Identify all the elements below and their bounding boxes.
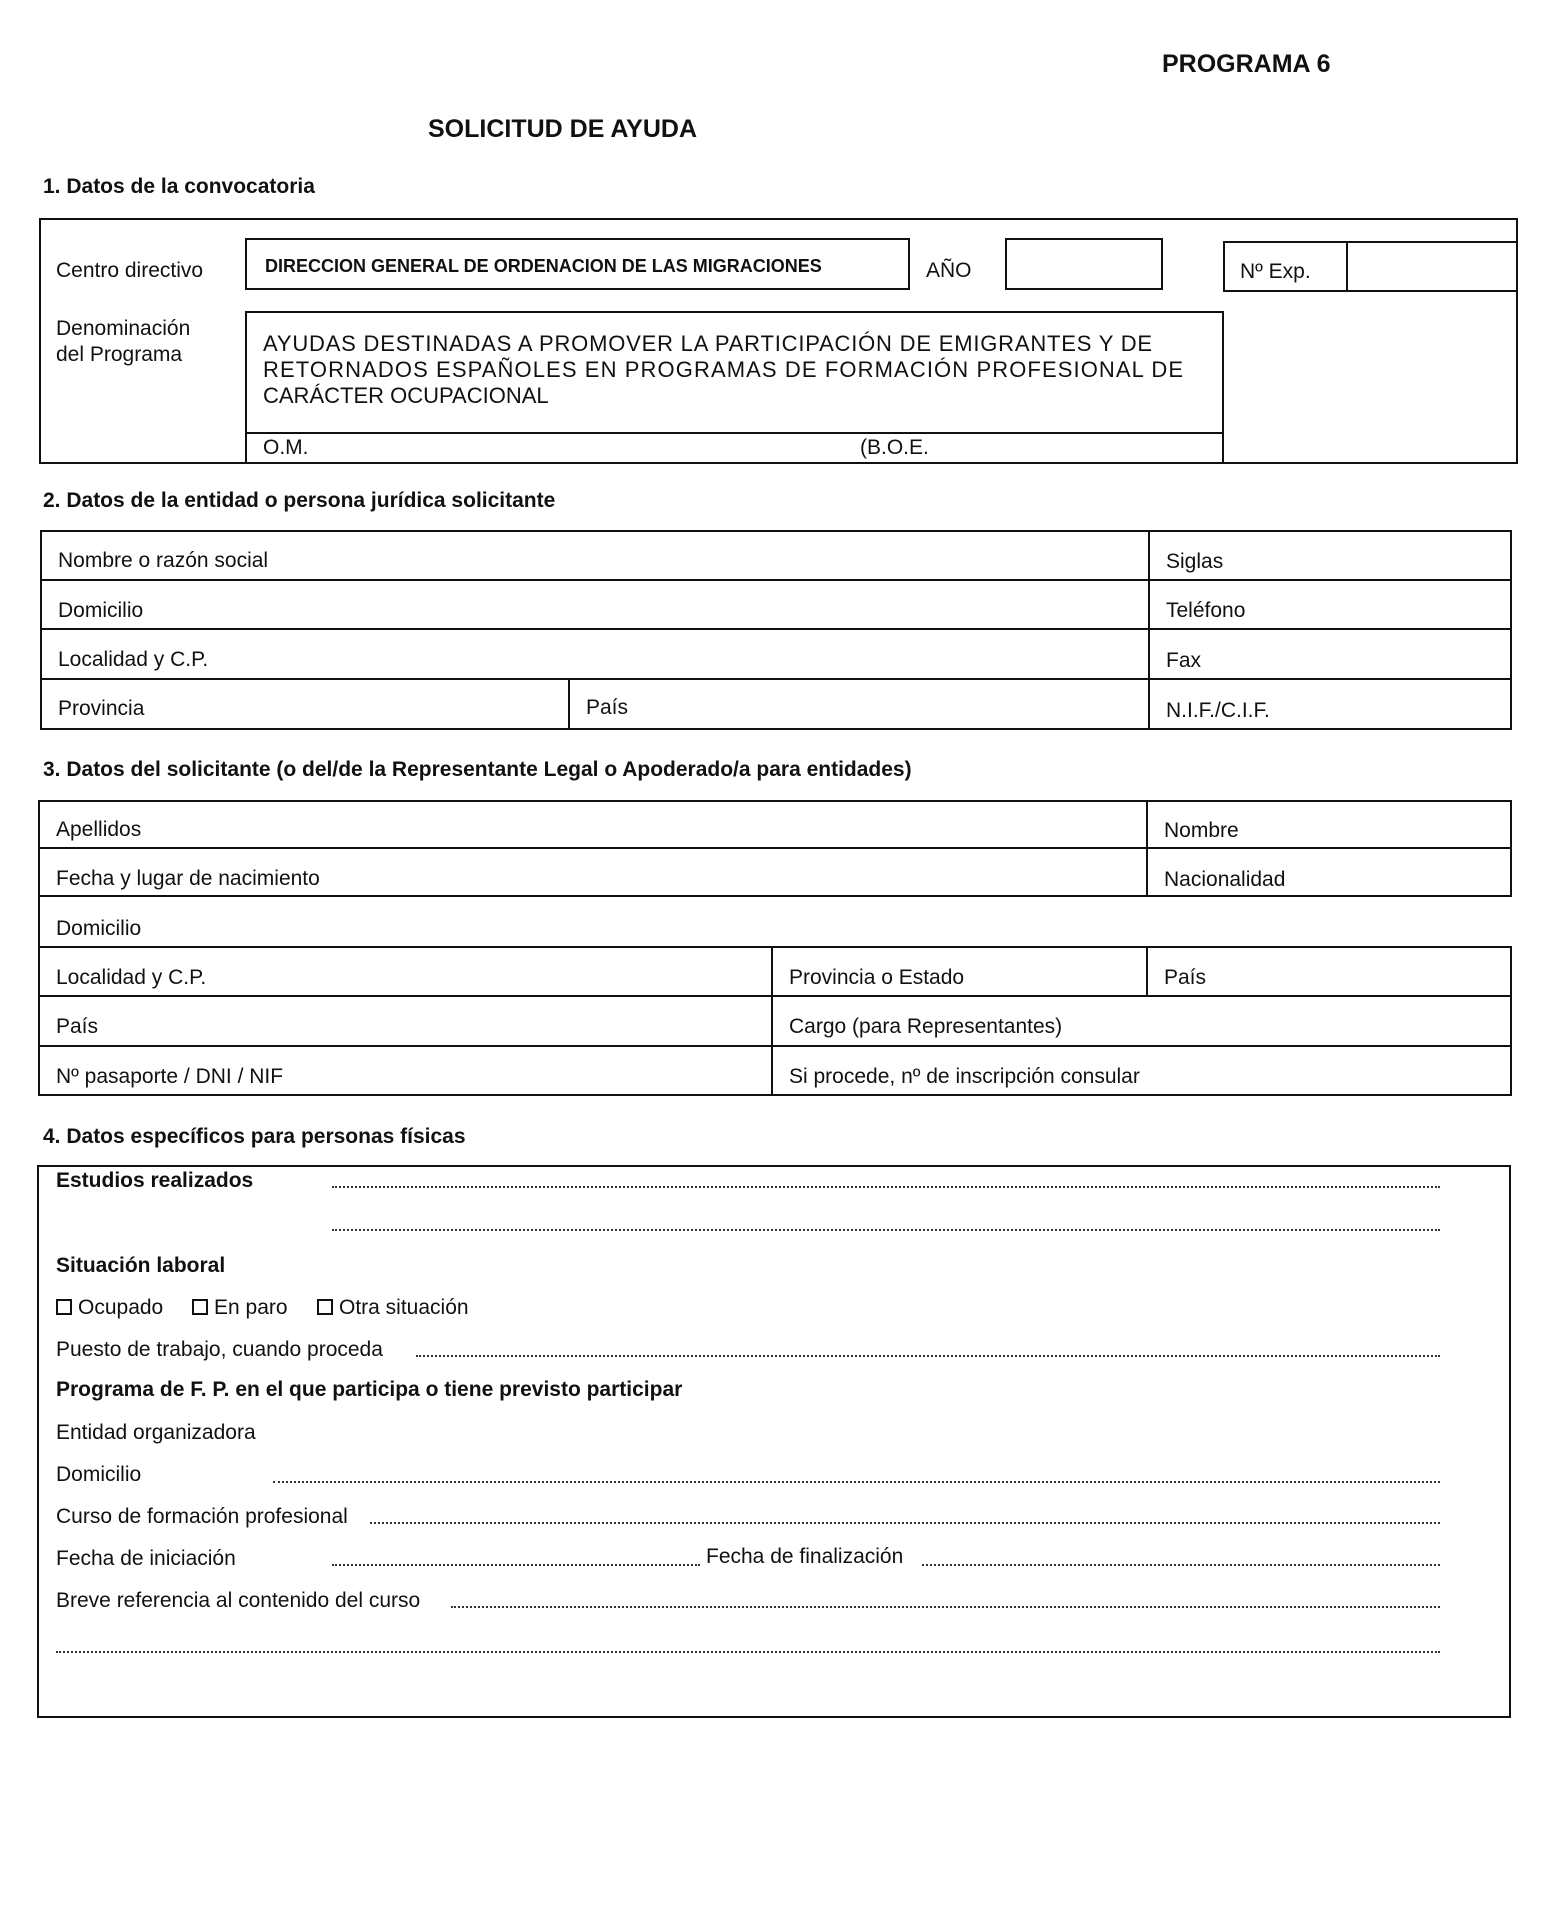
domicilio-entidad-field[interactable]: Domicilio [58,599,144,622]
page-title: SOLICITUD DE AYUDA [428,115,698,143]
estudios-line-1[interactable] [332,1186,1440,1188]
fecha-iniciacion-line[interactable] [332,1564,700,1566]
siglas-field[interactable]: Siglas [1166,550,1224,573]
estudios-line-2[interactable] [332,1229,1440,1231]
pais-solicitante-right-field[interactable]: País [1164,966,1207,989]
curso-fp-line[interactable] [370,1522,1440,1524]
programa-fp-label: Programa de F. P. en el que participa o tiene previsto participar [56,1378,683,1401]
s3-row-line-1 [38,847,1512,849]
denominacion-label-1: Denominación [56,317,191,340]
checkbox-en-paro[interactable] [192,1299,208,1315]
denominacion-line-1-text: AYUDAS DESTINADAS A PROMOVER LA PARTICIPACIÓN DE EMIGRANTES Y DE [263,331,1153,356]
domicilio-solicitante-field[interactable]: Domicilio [56,917,142,940]
exp-label: Nº Exp. [1240,260,1311,283]
localidad-solicitante-field[interactable]: Localidad y C.P. [56,966,207,989]
puesto-trabajo-label: Puesto de trabajo, cuando proceda [56,1338,383,1361]
nombre-field[interactable]: Nombre [1164,819,1239,842]
puesto-trabajo-line[interactable] [416,1355,1440,1357]
fax-field[interactable]: Fax [1166,649,1202,672]
s2-row-line-1 [40,579,1512,581]
fecha-finalizacion-label: Fecha de finalización [706,1545,904,1568]
s3-domicilio-left [38,895,40,947]
exp-field[interactable] [1350,243,1515,289]
nombre-razon-social-field[interactable]: Nombre o razón social [58,549,269,572]
denominacion-line-2-text: RETORNADOS ESPAÑOLES EN PROGRAMAS DE FORMACIÓN PROFESIONAL DE [263,357,1185,382]
checkbox-otra-situacion[interactable] [317,1299,333,1315]
centro-directivo-value: DIRECCION GENERAL DE ORDENACION DE LAS MIGRACIONES [265,256,822,276]
fecha-iniciacion-label: Fecha de iniciación [56,1547,236,1570]
s3-mid-col [771,946,773,1096]
s2-provincia-line [568,678,570,730]
section-4-heading: 4. Datos específicos para personas físicas [43,1125,466,1148]
nacionalidad-field[interactable]: Nacionalidad [1164,868,1286,891]
breve-referencia-label: Breve referencia al contenido del curso [56,1589,421,1612]
exp-divider [1346,241,1348,292]
section-2-heading: 2. Datos de la entidad o persona jurídica solicitante [43,489,556,512]
provincia-estado-field[interactable]: Provincia o Estado [789,966,965,989]
breve-referencia-line-2[interactable] [56,1651,1440,1653]
s2-col-line [1148,530,1150,730]
inscripcion-consular-field[interactable]: Si procede, nº de inscripción consular [789,1065,1140,1088]
anio-label: AÑO [926,259,972,282]
s3-row-line-2 [38,995,1512,997]
denominacion-line-3: CARÁCTER OCUPACIONAL [263,383,549,408]
denominacion-label-2: del Programa [56,343,183,366]
pais-solicitante-left-field[interactable]: País [56,1015,99,1038]
programa-number: PROGRAMA 6 [1162,50,1331,78]
section-1-heading: 1. Datos de la convocatoria [43,175,315,198]
situacion-laboral-label: Situación laboral [56,1254,226,1277]
fecha-lugar-nacimiento-field[interactable]: Fecha y lugar de nacimiento [56,867,320,890]
provincia-entidad-field[interactable]: Provincia [58,697,145,720]
breve-referencia-line-1[interactable] [451,1606,1440,1608]
om-label: O.M. [263,436,309,459]
s3-col-line-top [1146,800,1148,897]
nif-cif-field[interactable]: N.I.F./C.I.F. [1166,699,1270,722]
entidad-organizadora-label: Entidad organizadora [56,1421,256,1444]
pais-entidad-field[interactable]: País [586,696,629,719]
pasaporte-field[interactable]: Nº pasaporte / DNI / NIF [56,1065,284,1088]
checkbox-ocupado[interactable] [56,1299,72,1315]
apellidos-field[interactable]: Apellidos [56,818,142,841]
estudios-label: Estudios realizados [56,1169,254,1192]
domicilio-curso-line[interactable] [273,1481,1440,1483]
fecha-finalizacion-line[interactable] [922,1564,1440,1566]
option-en-paro-label: En paro [214,1296,288,1319]
om-divider [245,432,1224,434]
s2-row-line-3 [40,678,1512,680]
anio-field[interactable] [1005,238,1163,290]
localidad-entidad-field[interactable]: Localidad y C.P. [58,648,209,671]
s3-row-line-3 [38,1045,1512,1047]
option-otra-situacion-label: Otra situación [339,1296,469,1319]
cargo-field[interactable]: Cargo (para Representantes) [789,1015,1063,1038]
s3-right-col [1146,946,1148,996]
denominacion-line-2 [263,359,1184,381]
option-otra-situacion[interactable] [317,1297,469,1318]
denominacion-line-1 [263,333,1203,355]
domicilio-curso-label: Domicilio [56,1463,142,1486]
centro-directivo-label: Centro directivo [56,259,204,282]
section-4-frame [37,1165,1511,1718]
s2-row-line-2 [40,628,1512,630]
telefono-field[interactable]: Teléfono [1166,599,1246,622]
option-en-paro[interactable] [192,1297,288,1318]
section-3-heading: 3. Datos del solicitante (o del/de la Representante Legal o Apoderado/a para entidades) [43,758,912,781]
option-ocupado[interactable] [56,1297,163,1318]
curso-fp-label: Curso de formación profesional [56,1505,348,1528]
option-ocupado-label: Ocupado [78,1296,164,1319]
boe-label: (B.O.E. [860,436,929,459]
